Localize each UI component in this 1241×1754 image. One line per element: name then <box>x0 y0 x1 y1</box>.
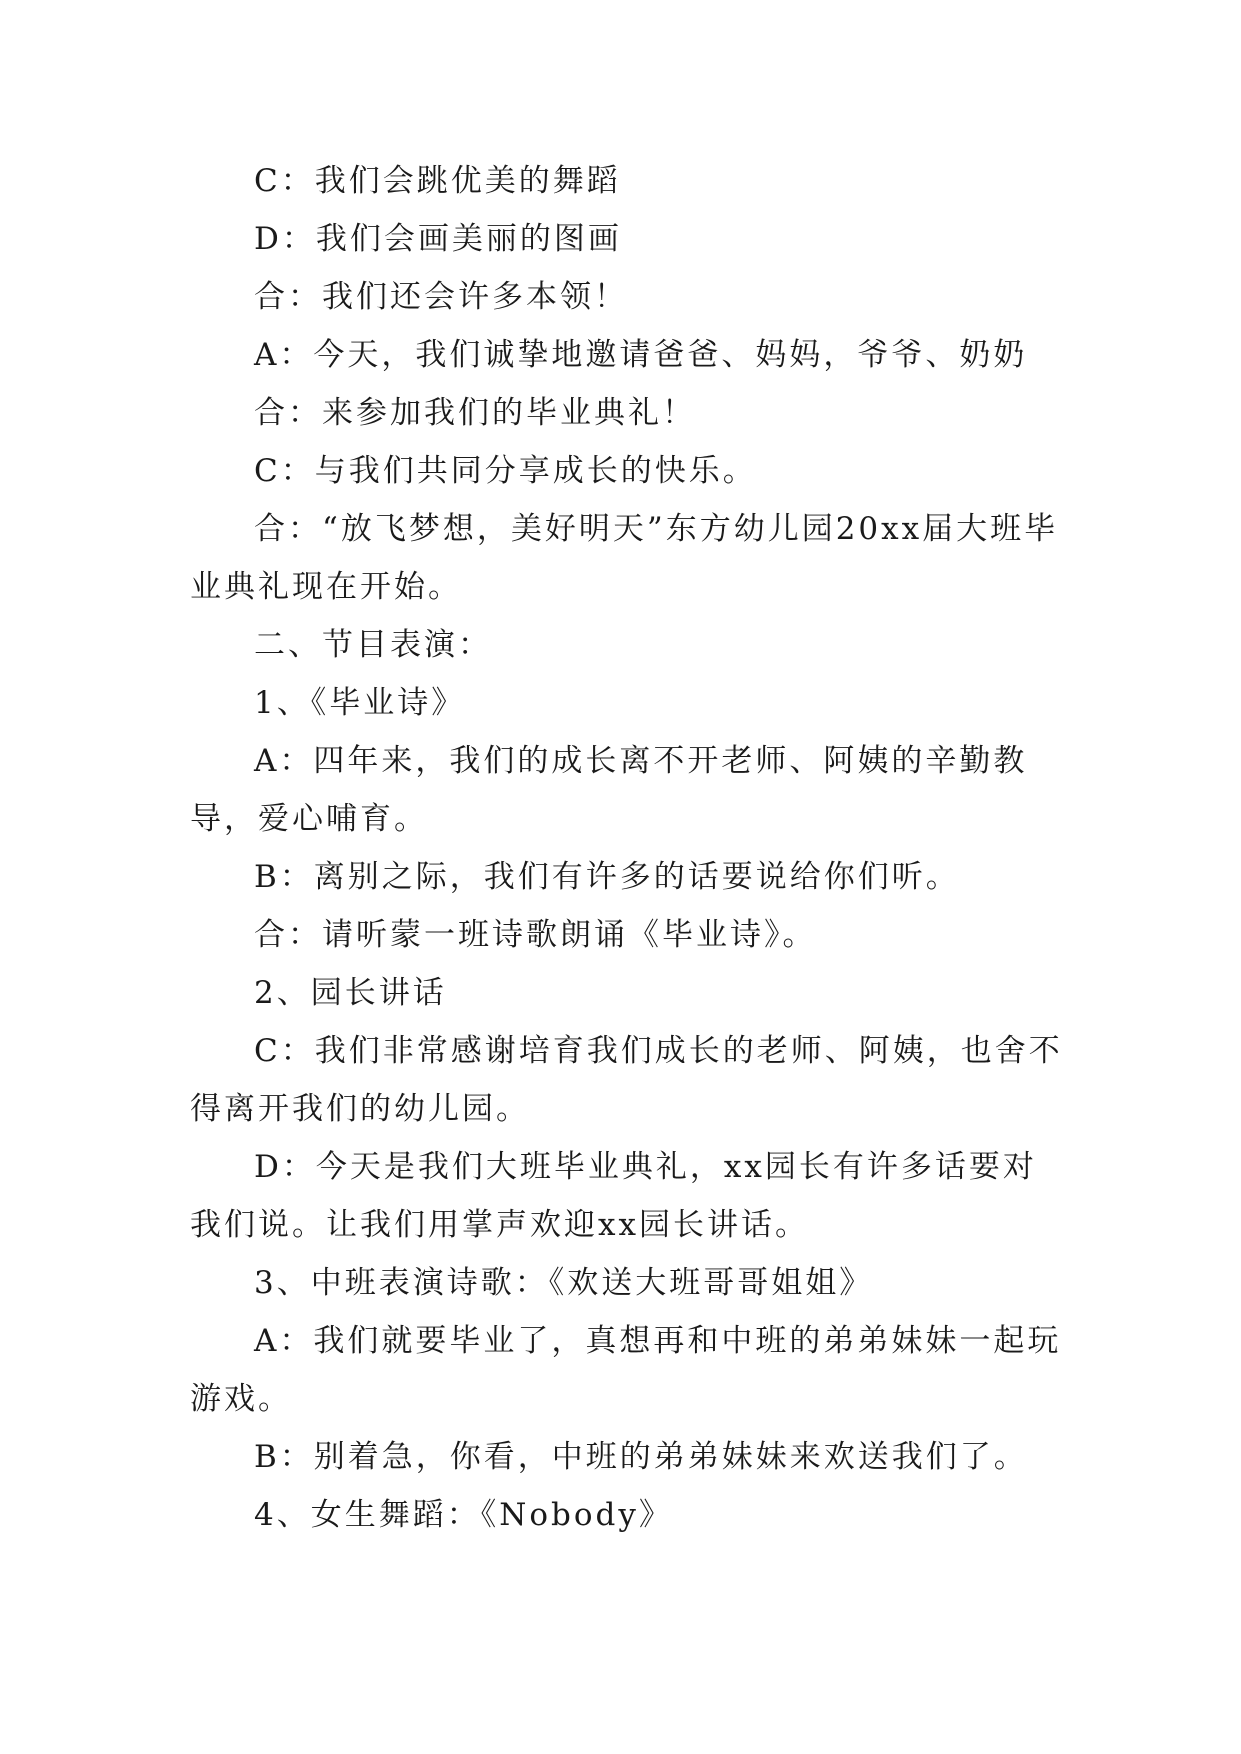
paragraph: C：我们会跳优美的舞蹈 <box>254 163 621 199</box>
program-item-heading: 2、园长讲话 <box>254 975 447 1011</box>
paragraph: B：别着急，你看，中班的弟弟妹妹来欢送我们了。 <box>254 1439 1028 1475</box>
paragraph: C：与我们共同分享成长的快乐。 <box>254 453 757 489</box>
paragraph: C：我们非常感谢培育我们成长的老师、阿姨，也舍不得离开我们的幼儿园。 <box>190 1033 1063 1127</box>
paragraph: D：今天是我们大班毕业典礼，xx园长有许多话要对我们说。让我们用掌声欢迎xx园长讲话。 <box>190 1149 1037 1243</box>
program-item-heading: 3、中班表演诗歌：《欢送大班哥哥姐姐》 <box>254 1265 874 1301</box>
paragraph: 合：“放飞梦想，美好明天”东方幼儿园20xx届大班毕业典礼现在开始。 <box>190 511 1059 605</box>
paragraph: 合：请听蒙一班诗歌朗诵《毕业诗》。 <box>254 917 817 953</box>
paragraph: D：我们会画美丽的图画 <box>254 221 622 257</box>
paragraph: A：今天，我们诚挚地邀请爸爸、妈妈，爷爷、奶奶 <box>254 337 1028 373</box>
paragraph: B：离别之际，我们有许多的话要说给你们听。 <box>254 859 960 895</box>
program-item-heading: 1、《毕业诗》 <box>254 685 466 721</box>
paragraph: 合：我们还会许多本领！ <box>254 279 628 315</box>
paragraph: A：我们就要毕业了，真想再和中班的弟弟妹妹一起玩游戏。 <box>190 1323 1062 1417</box>
program-item-heading: 4、女生舞蹈：《Nobody》 <box>254 1497 673 1533</box>
document-body <box>190 152 1070 1544</box>
section-heading: 二、节目表演： <box>254 627 492 663</box>
paragraph: 合：来参加我们的毕业典礼！ <box>254 395 696 431</box>
paragraph: A：四年来，我们的成长离不开老师、阿姨的辛勤教导，爱心哺育。 <box>190 743 1028 837</box>
